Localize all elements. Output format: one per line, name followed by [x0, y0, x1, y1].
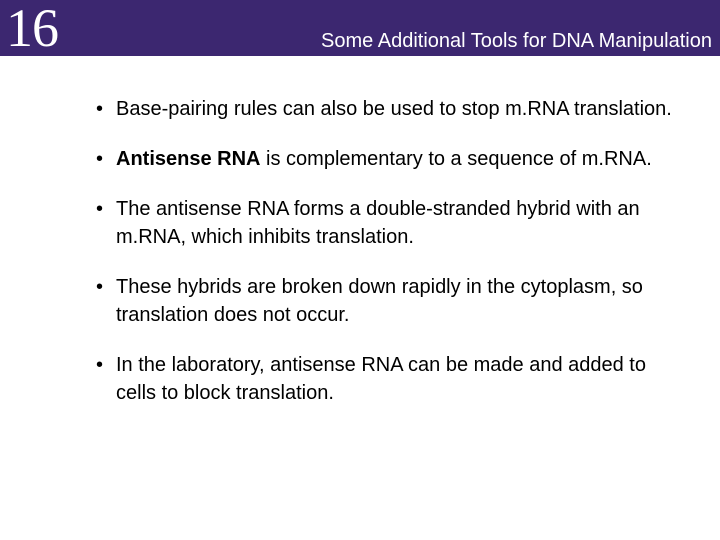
bullet-list [96, 95, 686, 429]
bullet-item-4 [96, 273, 686, 329]
bullet-item-2 [96, 145, 686, 173]
bullet-icon: • [96, 276, 104, 298]
bullet-icon: • [96, 98, 104, 120]
page-title: Some Additional Tools for DNA Manipulation [321, 30, 712, 52]
bullet-text: The antisense RNA forms a double-stranded hybrid with an m.RNA, which inhibits translation. [116, 198, 640, 248]
bullet-icon: • [96, 148, 104, 170]
bullet-item-1 [96, 95, 686, 123]
bullet-bold-term: Antisense RNA [116, 148, 261, 170]
bullet-item-3 [96, 195, 686, 251]
header-bar [0, 0, 720, 56]
bullet-text: Base-pairing rules can also be used to stop m.RNA translation. [116, 98, 672, 120]
bullet-icon: • [96, 354, 104, 376]
bullet-text: is complementary to a sequence of m.RNA. [260, 148, 652, 170]
bullet-text: In the laboratory, antisense RNA can be made and added to cells to block translation. [116, 354, 646, 404]
bullet-item-5 [96, 351, 686, 407]
chapter-number: 16 [6, 0, 58, 58]
bullet-icon: • [96, 198, 104, 220]
bullet-text: These hybrids are broken down rapidly in the cytoplasm, so translation does not occur. [116, 276, 643, 326]
